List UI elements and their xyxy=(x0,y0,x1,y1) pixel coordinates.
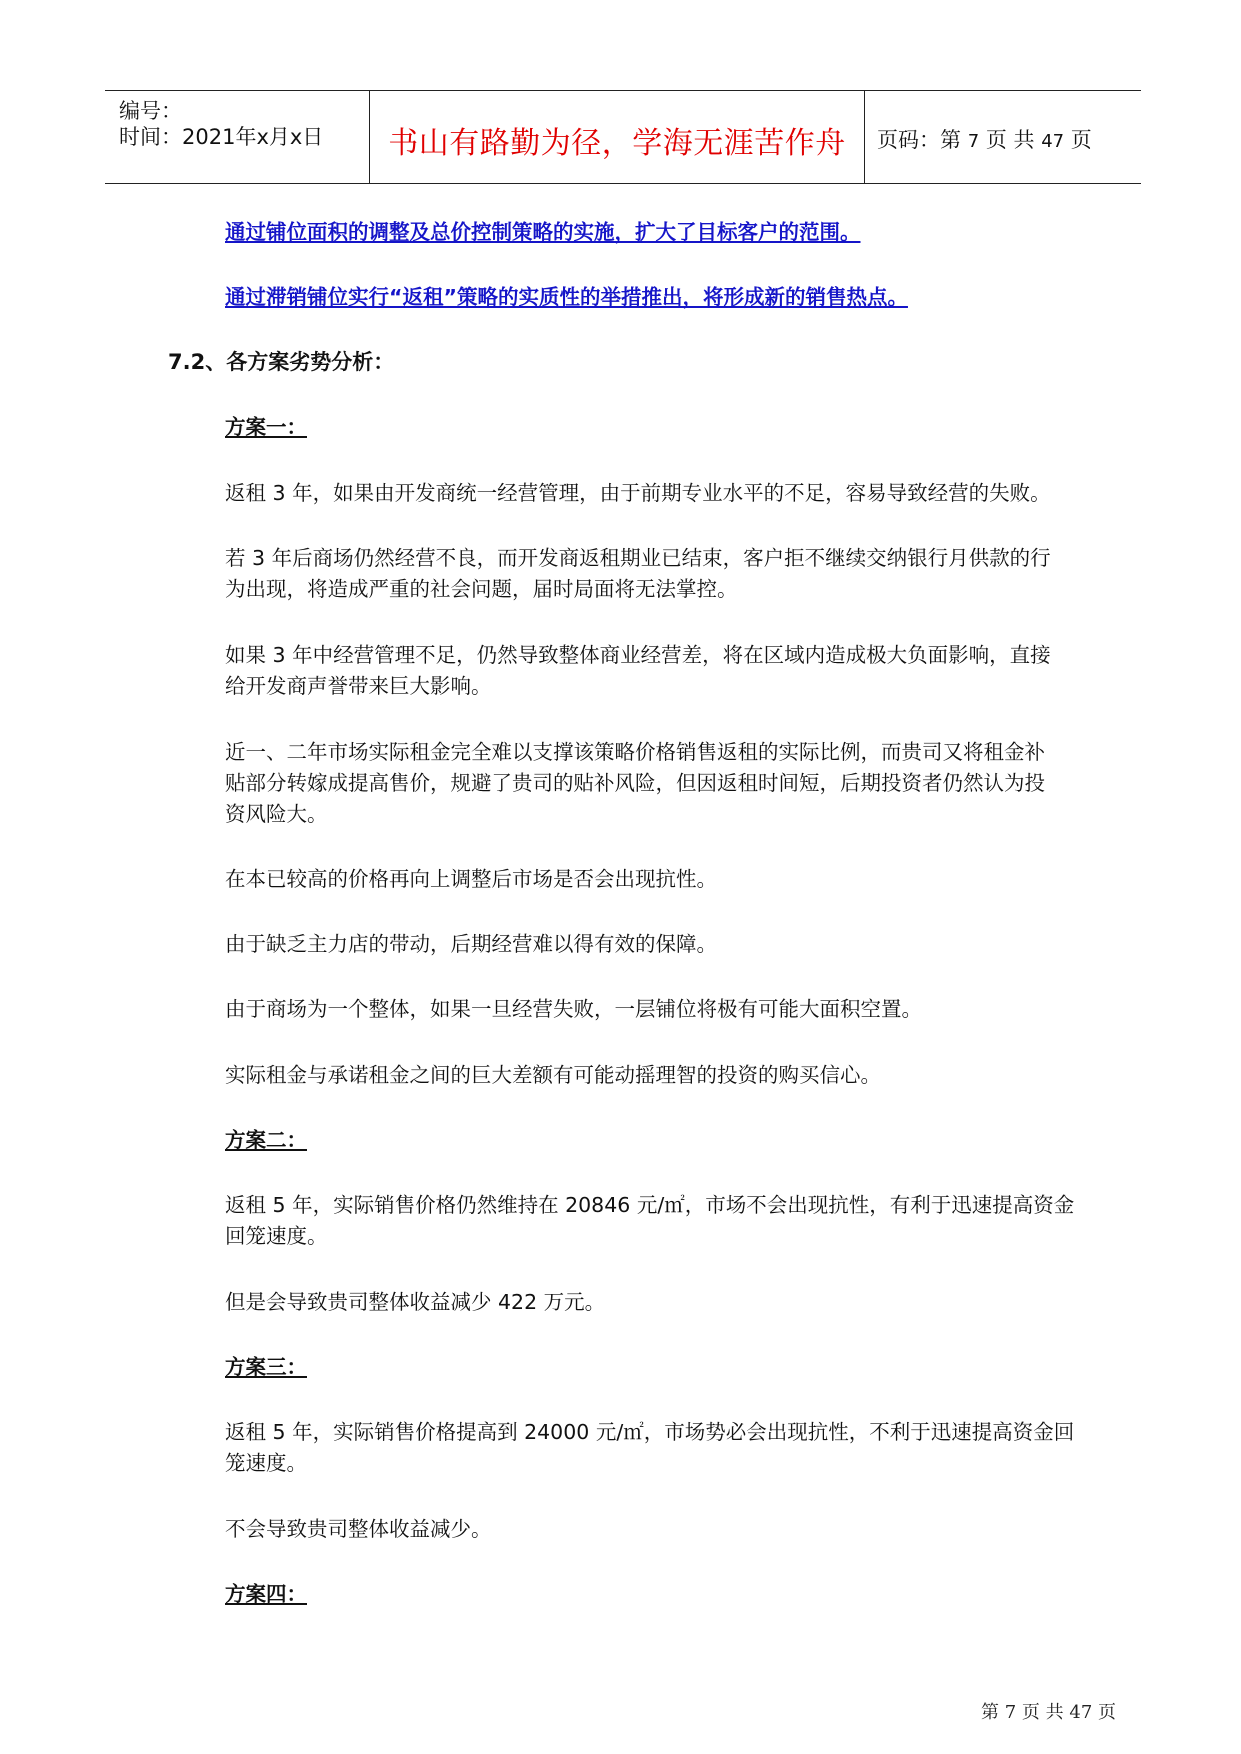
header-motto-cell xyxy=(370,91,865,183)
paragraph-line: 贴部分转嫁成提高售价，规避了贵司的贴补风险，但因返租时间短，后期投资者仍然认为投 xyxy=(225,771,1045,795)
paragraph: 实际租金与承诺租金之间的巨大差额有可能动摇理智的投资的购买信心。 xyxy=(225,1063,881,1087)
paragraph-line: 为出现，将造成严重的社会问题，届时局面将无法掌控。 xyxy=(225,577,738,601)
header-page-cell xyxy=(865,91,1141,183)
page-suffix: 页 xyxy=(1070,128,1092,152)
document-time: 时间：2021年x月x日 xyxy=(119,125,324,149)
plan4-title: 方案四： xyxy=(225,1582,307,1606)
paragraph-line: 资风险大。 xyxy=(225,802,328,826)
paragraph: 由于缺乏主力店的带动，后期经营难以得有效的保障。 xyxy=(225,932,717,956)
page-header xyxy=(105,90,1141,184)
link-lease-back-strategy[interactable]: 通过滞销铺位实行“返租”策略的实质性的举措推出，将形成新的销售热点。 xyxy=(225,285,908,309)
paragraph: 不会导致贵司整体收益减少。 xyxy=(225,1517,492,1541)
paragraph-line: 给开发商声誉带来巨大影响。 xyxy=(225,674,492,698)
header-info-cell xyxy=(105,91,370,183)
paragraph-line: 笼速度。 xyxy=(225,1451,307,1475)
paragraph: 由于商场为一个整体，如果一旦经营失败，一层铺位将极有可能大面积空置。 xyxy=(225,997,922,1021)
section-title: 7.2、各方案劣势分析： xyxy=(168,350,395,374)
header-motto: 书山有路勤为径，学海无涯苦作舟 xyxy=(388,126,846,161)
document-number-label: 编号： xyxy=(119,99,182,123)
paragraph-line: 返租 5 年，实际销售价格仍然维持在 20846 元/㎡，市场不会出现抗性，有利于迅速提高资金 xyxy=(225,1193,1075,1217)
paragraph-line: 返租 5 年，实际销售价格提高到 24000 元/㎡，市场势必会出现抗性，不利于迅速提高资金回 xyxy=(225,1420,1075,1444)
paragraph-line: 如果 3 年中经营管理不足，仍然导致整体商业经营差，将在区域内造成极大负面影响，直接 xyxy=(225,643,1051,667)
paragraph-line: 近一、二年市场实际租金完全难以支撑该策略价格销售返租的实际比例，而贵司又将租金补 xyxy=(225,740,1045,764)
page-mid: 页 共 xyxy=(985,128,1035,152)
paragraph: 但是会导致贵司整体收益减少 422 万元。 xyxy=(225,1290,606,1314)
link-area-adjustment[interactable]: 通过铺位面积的调整及总价控制策略的实施，扩大了目标客户的范围。 xyxy=(225,220,861,244)
page-prefix: 页码：第 xyxy=(877,128,961,152)
header-page-indicator xyxy=(877,124,1092,154)
paragraph: 在本已较高的价格再向上调整后市场是否会出现抗性。 xyxy=(225,867,717,891)
paragraph-line: 回笼速度。 xyxy=(225,1224,328,1248)
plan1-title: 方案一： xyxy=(225,415,307,439)
page-total: 47 xyxy=(1041,131,1065,152)
plan2-title: 方案二： xyxy=(225,1128,307,1152)
page-footer: 第 7 页 共 47 页 xyxy=(981,1702,1116,1723)
paragraph: 返租 3 年，如果由开发商统一经营管理，由于前期专业水平的不足，容易导致经营的失败。 xyxy=(225,481,1051,505)
paragraph-line: 若 3 年后商场仍然经营不良，而开发商返租期业已结束，客户拒不继续交纳银行月供款的行 xyxy=(225,546,1051,570)
page-current: 7 xyxy=(967,131,980,152)
plan3-title: 方案三： xyxy=(225,1355,307,1379)
